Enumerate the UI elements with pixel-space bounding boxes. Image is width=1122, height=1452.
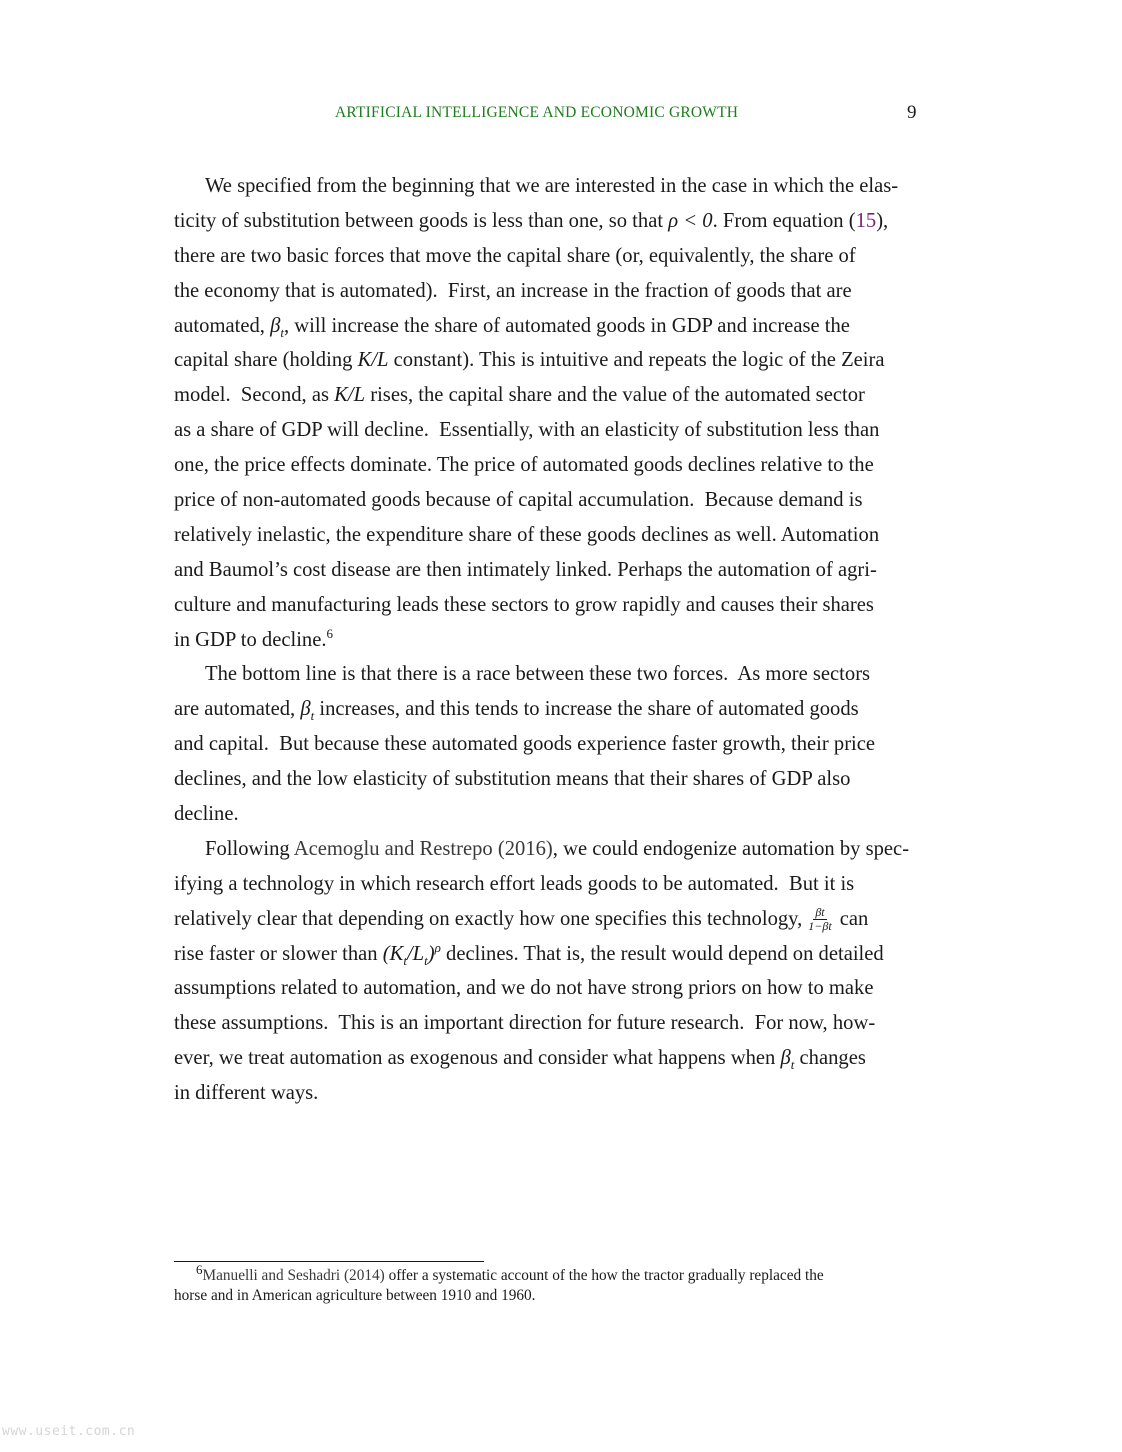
math-beta-t: β [780,1047,791,1070]
running-header [0,102,1122,126]
text-line: and Baumol’s cost disease are then intimately linked. Perhaps the automation of agri- [174,558,877,581]
watermark: www.useit.com.cn [2,1424,136,1439]
text-line: culture and manufacturing leads these sectors to grow rapidly and causes their shares [174,593,874,616]
text-line: We specified from the beginning that we are interested in the case in which the elas- [205,175,899,197]
text-line: and capital. But because these automated goods experience faster growth, their price [174,733,876,756]
footnote-mark: 6 [196,1261,203,1277]
text-line: ever, we treat automation as exogenous and consider what happens when $\beta_t$ changes [174,1047,866,1073]
text-line: relatively inelastic, the expenditure share of these goods declines as well. Automation [174,523,880,546]
text-line: model. Second, as K/L rises, the capital share and the value of the automated sector [174,384,865,407]
text-line: are automated, $\beta_t$ increases, and this tends to increase the share of automated goods [174,698,859,724]
text-line: capital share (holding K/L constant). This is intuitive and repeats the logic of the Zeira [174,349,885,372]
math-rho-lt-0: ρ < 0 [668,209,713,232]
text-line: declines, and the low elasticity of substitution means that their shares of GDP also [174,768,851,791]
text-line: rise faster or slower than $(K_t/L_t)^\rho$ declines. That is, the result would depend on detailed [174,939,884,968]
footnote-line: horse and in American agriculture between 1910 and 1960. [174,1287,536,1304]
text-line: one, the price effects dominate. The price of automated goods declines relative to the [174,454,874,477]
text-line: assumptions related to automation, and we do not have strong priors on how to make [174,977,874,1000]
text-line: these assumptions. This is an important direction for future research. For now, how- [174,1012,876,1035]
math-fraction-beta: $\frac{\beta t}{1-\beta t}$ [808,905,832,934]
text-line: in different ways. [174,1082,319,1105]
text-line: the economy that is automated). First, an increase in the fraction of goods that are [174,279,852,302]
text-line: The bottom line is that there is a race between these two forces. As more sectors [205,663,871,686]
math-beta-t: β [270,314,281,337]
body-text [174,169,950,1111]
math-kt-lt-rho: $(K_t/L_t)^\rho$ [382,939,441,968]
text-line: price of non-automated goods because of capital accumulation. Because demand is [174,489,863,512]
math-k-over-l: K/L [334,384,366,407]
text-line: there are two basic forces that move the capital share (or, equivalently, the share of [174,244,856,267]
text-line: automated, $\beta_t$, will increase the share of automated goods in GDP and increase the [174,314,850,340]
text-line: ifying a technology in which research effort leads goods to be automated. But it is [174,872,855,895]
citation-link[interactable]: Acemoglu and Restrepo (2016) [293,837,553,860]
text-line: decline. [174,803,239,826]
paragraph-2 [174,657,950,831]
math-beta-t: β [300,698,311,721]
text-line: in GDP to decline.$^6$ [174,625,334,651]
paragraph-3 [174,832,950,1111]
footnote-6 [174,1261,950,1306]
running-title: ARTIFICIAL INTELLIGENCE AND ECONOMIC GROWTH [335,104,739,121]
math-k-over-l: K/L [357,349,389,372]
text-line: Following Acemoglu and Restrepo (2016), we could endogenize automation by spec- [205,837,910,860]
footnote-line: $^6$Manuelli and Seshadri (2014) offer a systematic account of the how the tractor gradually replaced the [196,1261,824,1284]
text-line: relatively clear that depending on exactly how one specifies this technology, $\frac{\beta t}{1-\beta t}$ can [174,905,869,934]
footnote-marker-link[interactable]: 6 [326,625,334,641]
equation-ref-link[interactable]: 15 [855,209,877,232]
footnote-divider [174,1261,484,1262]
paragraph-1 [174,169,950,657]
footnote-citation-link[interactable]: Manuelli and Seshadri (2014) [202,1267,385,1284]
page-number: 9 [907,102,917,123]
text-line: ticity of substitution between goods is less than one, so that ρ < 0. From equation (15), [174,209,889,232]
text-line: as a share of GDP will decline. Essentially, with an elasticity of substitution less than [174,419,880,442]
